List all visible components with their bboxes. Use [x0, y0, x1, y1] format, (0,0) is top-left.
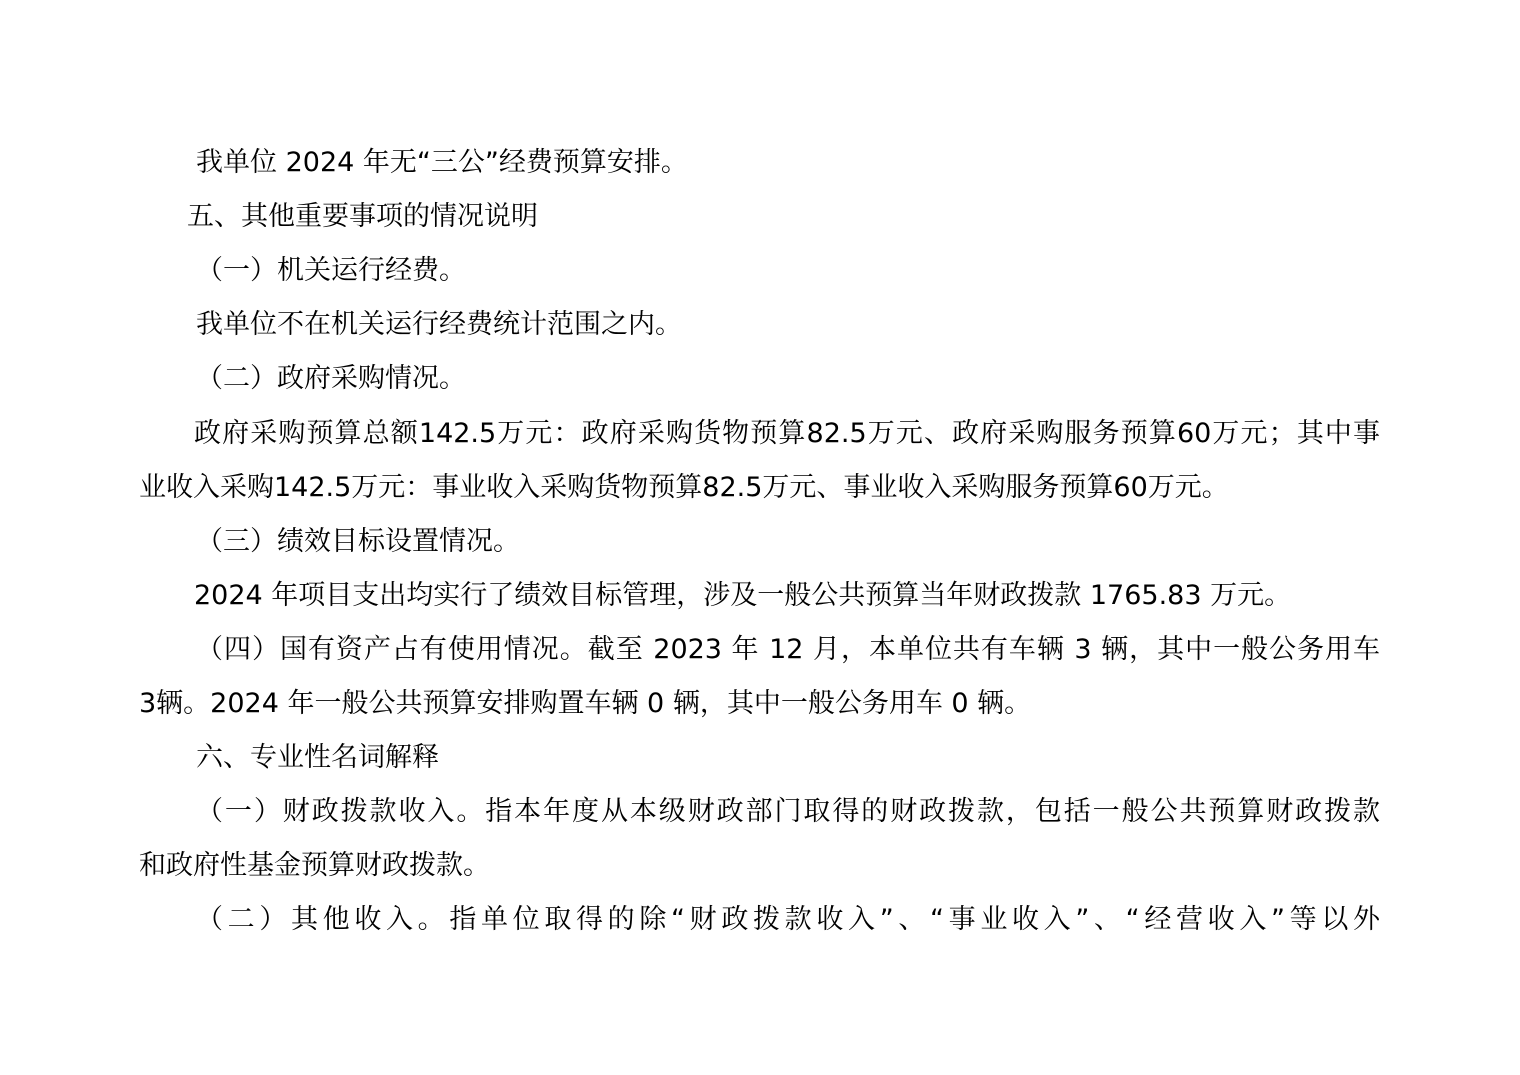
- paragraph-other-income: （二）其他收入。指单位取得的除“财政拨款收入”、“事业收入”、“经营收入”等以外: [196, 904, 1380, 935]
- section-heading-other-matters: 五、其他重要事项的情况说明: [187, 201, 538, 232]
- subheading-performance-targets: （三）绩效目标设置情况。: [196, 526, 520, 557]
- paragraph-fiscal-appropriation-line-2: 和政府性基金预算财政拨款。: [139, 850, 490, 881]
- paragraph-fiscal-appropriation-line-1: （一）财政拨款收入。指本年度从本级财政部门取得的财政拨款，包括一般公共预算财政拨款: [196, 796, 1380, 827]
- subheading-government-procurement: （二）政府采购情况。: [196, 363, 466, 394]
- subheading-operating-expenses: （一）机关运行经费。: [196, 255, 466, 286]
- paragraph-state-assets-line-2: 3辆。2024 年一般公共预算安排购置车辆 0 辆，其中一般公务用车 0 辆。: [139, 688, 1032, 719]
- paragraph-procurement-line-2: 业收入采购142.5万元：事业收入采购货物预算82.5万元、事业收入采购服务预算60万元。: [139, 472, 1229, 503]
- paragraph-procurement-line-1: 政府采购预算总额142.5万元：政府采购货物预算82.5万元、政府采购服务预算60万元；其中事: [194, 418, 1380, 449]
- paragraph-performance-targets: 2024 年项目支出均实行了绩效目标管理，涉及一般公共预算当年财政拨款 1765.83 万元。: [194, 580, 1292, 611]
- paragraph-state-assets-line-1: （四）国有资产占有使用情况。截至 2023 年 12 月，本单位共有车辆 3 辆，其中一般公务用车: [196, 634, 1380, 665]
- paragraph-sangong-budget: 我单位 2024 年无“三公”经费预算安排。: [196, 147, 688, 178]
- paragraph-operating-expenses: 我单位不在机关运行经费统计范围之内。: [196, 309, 682, 340]
- section-heading-terminology: 六、专业性名词解释: [196, 742, 439, 773]
